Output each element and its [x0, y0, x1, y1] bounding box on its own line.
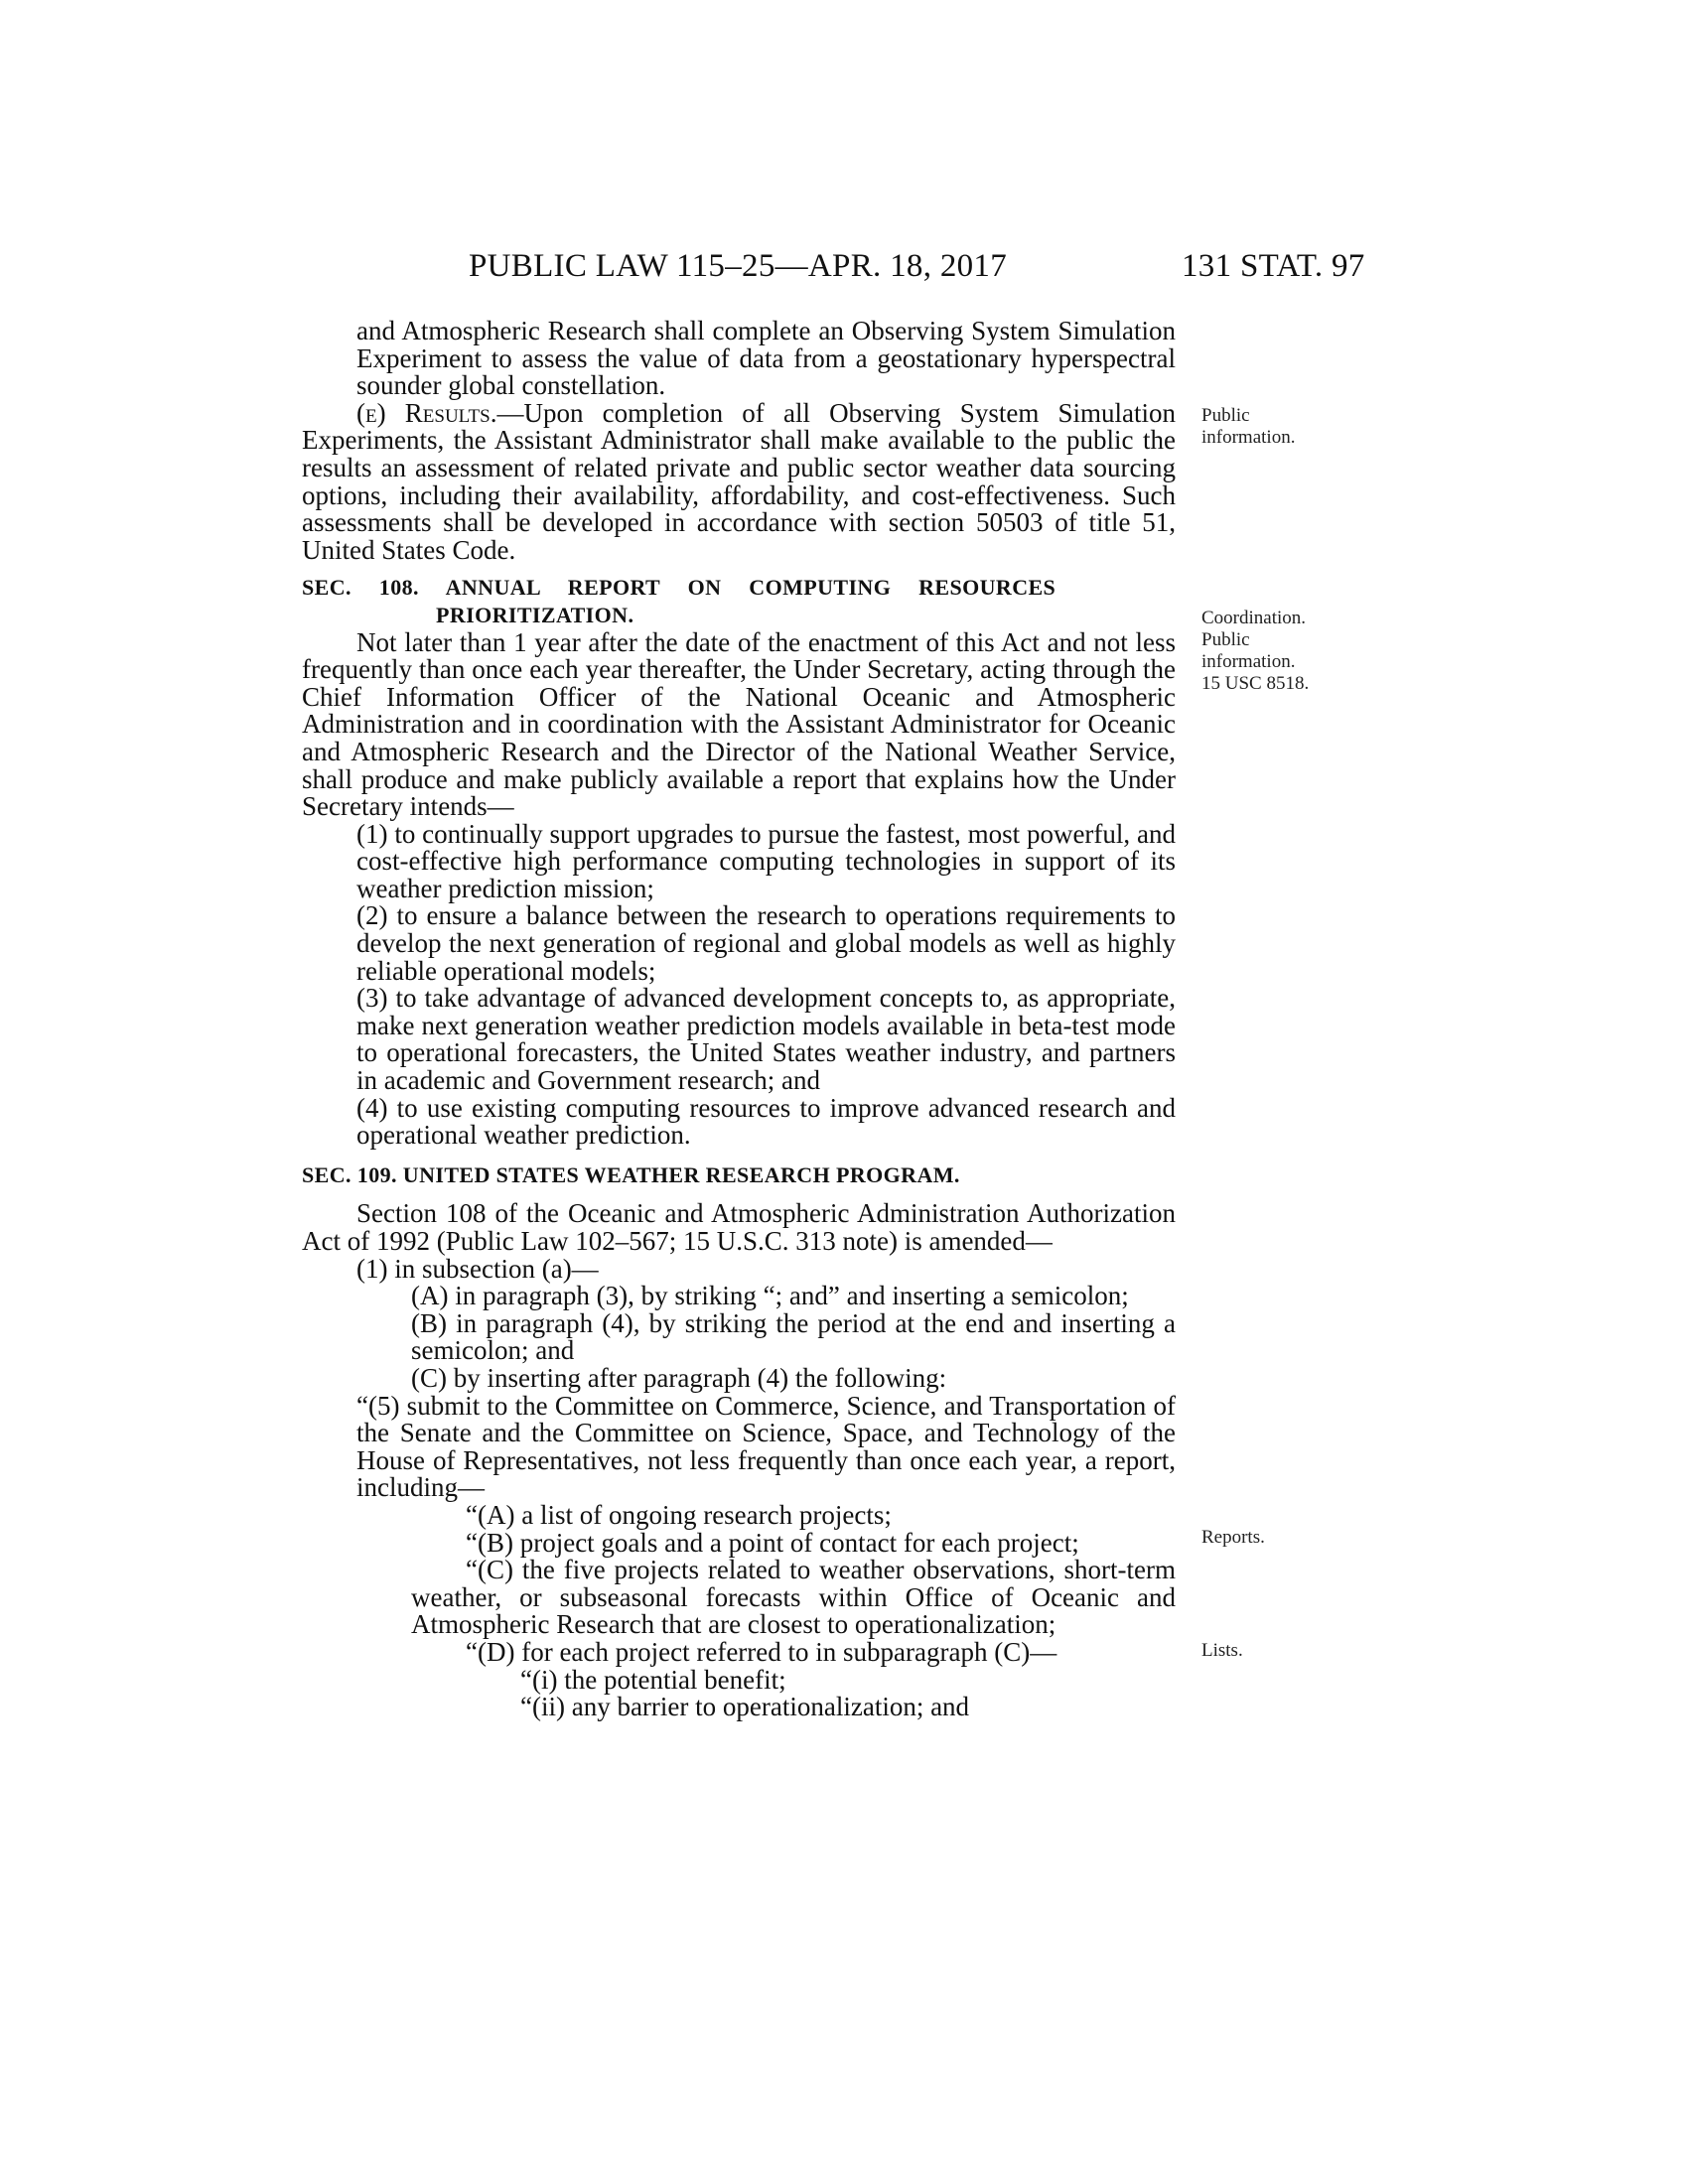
- margin-note-usc: 15 USC 8518.: [1201, 673, 1310, 694]
- margin-note-lists: Lists.: [1201, 1640, 1243, 1661]
- header-stat-page: 131 STAT. 97: [1182, 248, 1365, 284]
- section-108-heading: [302, 574, 1176, 628]
- section-109-para-5Dii: “(ii) any barrier to operationalization; and: [520, 1692, 970, 1722]
- section-108-item-2: [302, 902, 1176, 985]
- margin-note-public-info: Public information.: [1201, 405, 1296, 448]
- section-108-item-2-text: (2) to ensure a balance between the research to operations requirements to develop the next generation of regional and global models as well as highly reliable operational models;: [356, 900, 1176, 986]
- results-label: (e) Results.: [356, 397, 497, 428]
- results-text: —Upon completion of all Observing System Simulation Experiments, the Assistant Administrator shall make available to the public the results an assessment of related private and public sector weather data sourcing options, including their availability, affordability, and cost-effectiveness. Such assessments shall be developed in accordance with section 50503 of title 51, United States Code.: [302, 397, 1177, 565]
- section-108-item-3: [302, 985, 1176, 1094]
- margin-note-public-info-2: Public information.: [1201, 629, 1296, 672]
- running-header: [0, 248, 1688, 292]
- header-title: PUBLIC LAW 115–25—APR. 18, 2017: [469, 248, 1008, 284]
- section-108-item-3-text: (3) to take advantage of advanced development concepts to, as appropriate, make next generation weather prediction models available in beta-test mode to operational forecasters, the United States weather industry, and partners in academic and Government research; and: [356, 983, 1176, 1096]
- page-body: [302, 318, 1176, 1721]
- section-109-item-1C: (C) by inserting after paragraph (4) the following:: [411, 1362, 947, 1393]
- section-108-heading-line-1: SEC. 108. ANNUAL REPORT ON COMPUTING RESOURCES: [302, 575, 1056, 601]
- section-109-para-5Di: “(i) the potential benefit;: [520, 1664, 786, 1695]
- section-109-heading: SEC. 109. UNITED STATES WEATHER RESEARCH PROGRAM.: [302, 1161, 960, 1187]
- section-109-intro: Section 108 of the Oceanic and Atmospheric Administration Authorization Act of 1992 (Public Law 102–567; 15 U.S.C. 313 note) is amended—: [302, 1198, 1176, 1256]
- paragraph-results: [302, 397, 1177, 565]
- section-109-para-5: “(5) submit to the Committee on Commerce, Science, and Transportation of the Senate and the Committee on Science, Space, and Technology of the House of Representatives, not less frequently than once each year, a report, including—: [356, 1390, 1176, 1503]
- margin-note-reports: Reports.: [1201, 1527, 1265, 1548]
- section-109-item-1A: (A) in paragraph (3), by striking “; and” and inserting a semicolon;: [411, 1281, 1129, 1311]
- section-108-intro: Not later than 1 year after the date of the enactment of this Act and not less frequently than once each year thereafter, the Under Secretary, acting through the Chief Information Officer of the National Oceanic and Atmospheric Administration and in coordination with the Assistant Administrator for Oceanic and Atmospheric Research and the Director of the National Weather Service, shall produce and make publicly available a report that explains how the Under Secretary intends—: [302, 626, 1176, 822]
- section-108-item-4: [302, 1092, 1176, 1151]
- section-109-item-1: (1) in subsection (a)—: [356, 1253, 599, 1284]
- section-108-heading-line-2: PRIORITIZATION.: [436, 602, 634, 627]
- section-109-para-5A: “(A) a list of ongoing research projects;: [466, 1499, 892, 1530]
- section-109-item-1B: (B) in paragraph (4), by striking the period at the end and inserting a semicolon; and: [411, 1307, 1176, 1366]
- paragraph-continuation: and Atmospheric Research shall complete an Observing System Simulation Experiment to assess the value of data from a geostationary hyperspectral sounder global constellation.: [356, 316, 1176, 401]
- section-108-item-4-text: (4) to use existing computing resources to improve advanced research and operational weather prediction.: [356, 1092, 1176, 1151]
- margin-note-coordination: Coordination.: [1201, 608, 1307, 628]
- section-109-para-5B: “(B) project goals and a point of contact for each project;: [466, 1527, 1079, 1558]
- section-109-para-5D: “(D) for each project referred to in subparagraph (C)—: [466, 1636, 1057, 1667]
- section-108-item-1: [302, 818, 1176, 903]
- section-108-item-1-text: (1) to continually support upgrades to pursue the fastest, most powerful, and cost-effective high performance computing technologies in support of its weather prediction mission;: [356, 818, 1176, 903]
- section-109-para-5C: “(C) the five projects related to weather observations, short-term weather, or subseasonal forecasts within Office of Oceanic and Atmospheric Research that are closest to operationalization;: [411, 1555, 1176, 1640]
